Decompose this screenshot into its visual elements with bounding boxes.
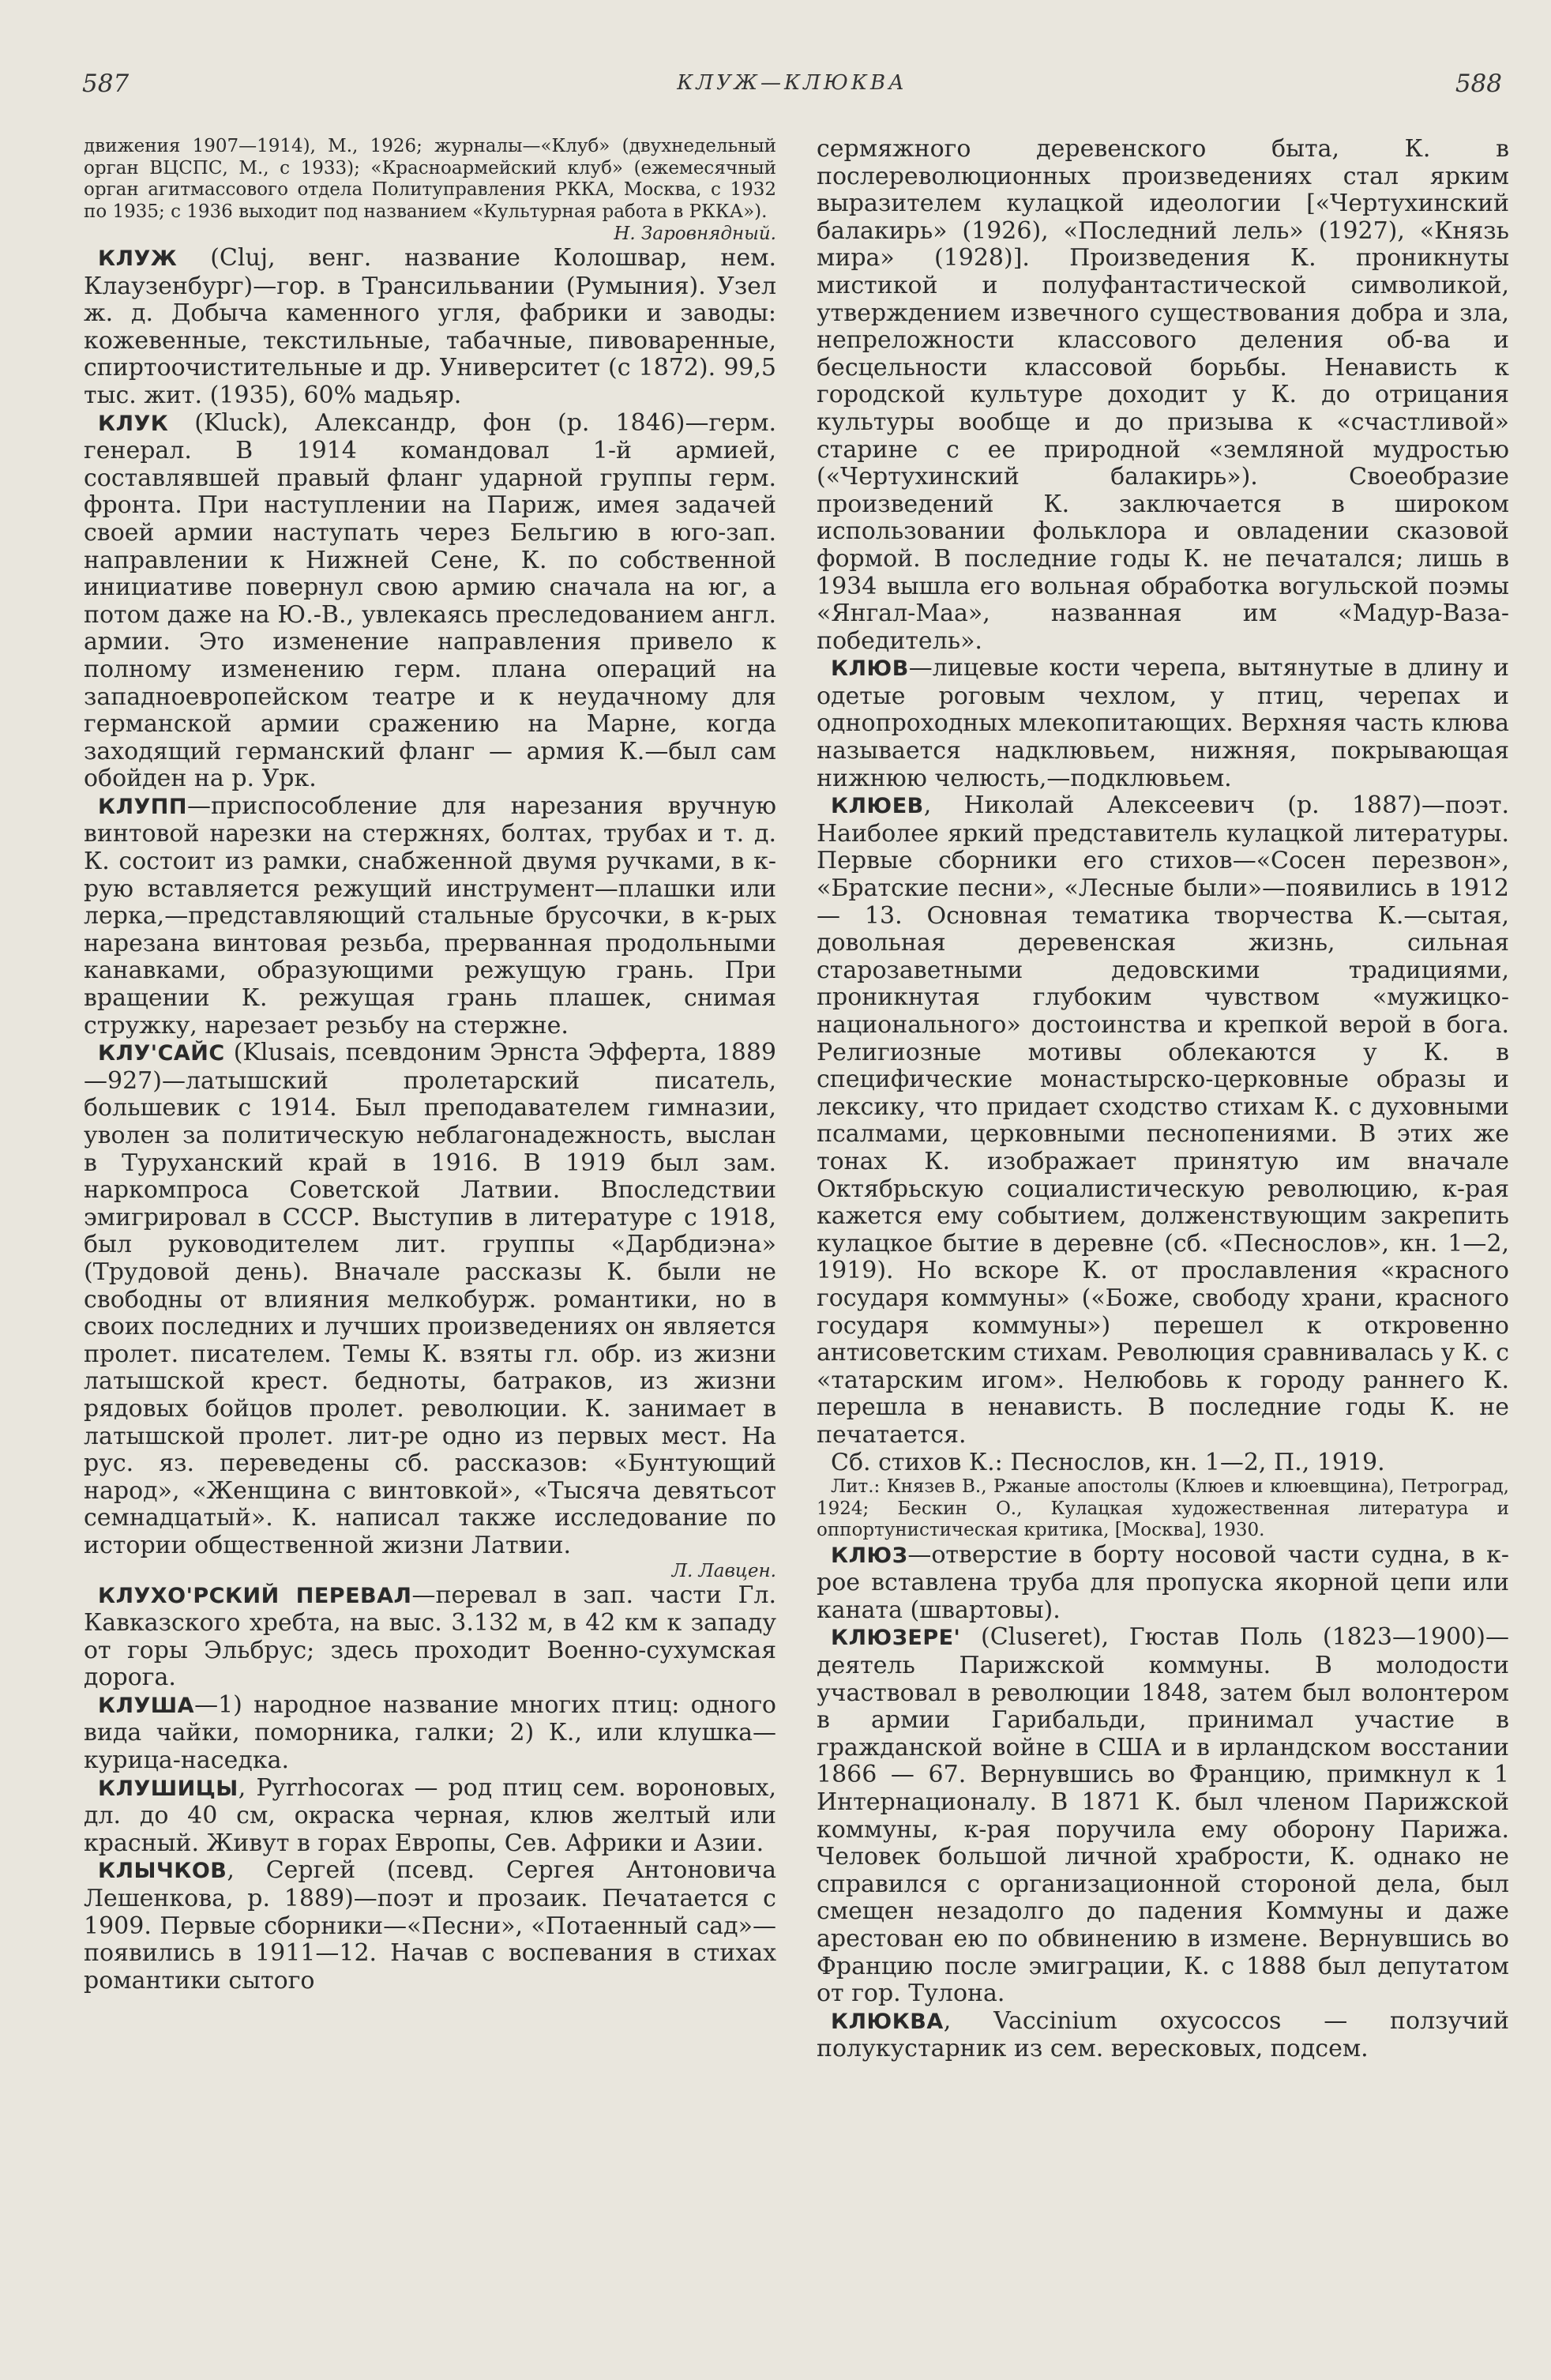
entry-klyuev-sources: Сб. стихов К.: Песнослов, кн. 1—2, П., 1919. [831, 1448, 1385, 1476]
page-header [82, 70, 1502, 109]
entry-klupp [84, 793, 776, 1040]
entry-text: (Cluj, венг. название Колошвар, нем. Клаузенбург)—гор. в Трансильвании (Румыния). Узел ж. д. Добыча каменного угля, фабрики и заводы: кожевенные, текстильные, табачные, пивоваренные, спиртоочистительные и др. Университет (с 1872). 99,5 тыс. жит. (1935), 60% мадьяр. [84, 244, 776, 409]
headword: КЛЫЧКОВ [98, 1859, 227, 1884]
entry-text: , Николай Алексеевич (р. 1887)—поэт. Наиболее яркий представитель кулацкой литературы. Первые сборники его стихов—«Сосен перезвон», «Братские песни», «Лесные были»—появились в 1912 — 13. Основная тематика творчества К.—сытая, довольная деревенская жизнь, сильная старозаветными дедовскими традициями, проникнутая глубоким чувством «мужицко-национального» достоинства и крепкой верой в бога. Религиозные мотивы облекаются у К. в специфические монастырско-церковные образы и лексику, что придает сходство стихам К. с духовными псалмами, церковными песнопениями. В этих же тонах К. изображает принятую им вначале Октябрьскую социалистическую революцию, к-рая кажется ему событием, долженствующим закрепить кулацкое бытие в деревне (сб. «Песнослов», кн. 1—2, 1919). Но вскоре К. от прославления «красного государя коммуны» («Боже, свободу храни, красного государя коммуны») перешел к откровенно антисоветским стихам. Революция сравнивалась у К. с «татарским игом». Нелюбовь к городу раннего К. перешла в ненависть. В последние годы К. не печатается. [817, 791, 1509, 1449]
entry-klychkov [84, 1857, 776, 1995]
headword: КЛУША [98, 1693, 195, 1718]
right-column [817, 136, 1509, 2063]
headword: КЛУ'САЙС [98, 1041, 225, 1066]
entry-kluk [84, 410, 776, 793]
headword: КЛУХО'РСКИЙ ПЕРЕВАЛ [98, 1583, 412, 1608]
headword: КЛЮЗЕРЕ' [831, 1626, 961, 1651]
entry-text: , Сергей (псевд. Сергея Антоновича Лешенкова, р. 1889)—поэт и прозаик. Печатается с 1909. Первые сборники—«Песни», «Потаенный сад»—появились в 1911—12. Начав с воспевания в стихах романтики сытого [84, 1856, 776, 1995]
entry-klyuev [817, 792, 1509, 1449]
entry-klusha [84, 1692, 776, 1775]
headword: КЛУК [98, 411, 169, 436]
entry-klusais [84, 1040, 776, 1559]
left-column [84, 136, 776, 1995]
entry-text: (Klusais, псевдоним Эрнста Эфферта, 1889—927)—латышский пролетарский писатель, большевик с 1914. Был преподавателем гимназии, уволен за политическую неблагонадежность, выслан в Туруханский край в 1916. В 1919 был зам. наркомпроса Советской Латвии. Впоследствии эмигрировал в СССР. Выступив в литературе с 1918, был руководителем лит. группы «Дарбдиэна» (Трудовой день). Вначале рассказы К. были не свободны от влияния мелкобурж. романтики, но в своих последних и лучших произведениях он является пролет. писателем. Темы К. взяты гл. обр. из жизни латышской крест. бедноты, батраков, из жизни рядовых бойцов пролет. революции. К. занимает в латышской пролет. лит-ре одно из первых мест. На рус. яз. переведены сб. рассказов: «Бунтующий народ», «Женщина с винтовкой», «Тысяча девятьсот семнадцатый». К. написал также исследование по истории общественной жизни Латвии. [84, 1039, 776, 1559]
entry-text: —перевал в зап. части Гл. Кавказского хребта, на выс. 3.132 м, в 42 км к западу от горы Эльбрус; здесь проходит Военно-сухумская дорога. [84, 1581, 776, 1692]
entry-klukhorsky [84, 1582, 776, 1692]
entry-klushitsy [84, 1775, 776, 1858]
entry-klyuev-literature: Лит.: Князев В., Ржаные апостолы (Клюев и клюевщина), Петроград, 1924; Бескин О., Кулацкая художественная литература и оппортунистическая критика, [Москва], 1930. [817, 1476, 1509, 1541]
headword: КЛУШИЦЫ [98, 1776, 238, 1801]
entry-text: —1) народное название многих птиц: одного вида чайки, поморника, галки; 2) К., или клушка—курица-наседка. [84, 1690, 776, 1775]
entry-text: —приспособление для нарезания вручную винтовой нарезки на стержнях, болтах, трубах и т. д. К. состоит из рамки, снабженной двумя ручками, в к-рую вставляется режущий инструмент—плашки или лерка,—представляющий стальные брусочки, в к-рых нарезана винтовая резьба, прерванная продольными канавками, образующими режущую грань. При вращении К. режущая грань плашек, снимая стружку, нарезает резьбу на стержне. [84, 791, 776, 1040]
author-signature: Н. Заровнядный. [614, 224, 776, 244]
entry-text: , Pyrrhocorax — род птиц сем. вороновых, дл. до 40 см, окраска черная, клюв желтый или красный. Живут в горах Европы, Сев. Африки и Азии. [84, 1773, 776, 1857]
entry-klyuzere [817, 1624, 1509, 2007]
headword: КЛЮВ [831, 656, 909, 682]
left-page-number: 587 [82, 70, 130, 98]
entry-kluzh [84, 245, 776, 410]
running-head: КЛУЖ—КЛЮКВА [677, 71, 907, 95]
entry-text: , Vaccinium oxycoccos — ползучий полукустарник из сем. вересковых, подсем. [817, 2006, 1509, 2063]
entry-klychkov-continued: сермяжного деревенского быта, К. в послереволюционных произведениях стал ярким выразителем кулацкой идеологии [«Чертухинский балакирь» (1926), «Последний лель» (1927), «Князь мира» (1928)]. Произведения К. проникнуты мистикой и полуфантастической символикой, утверждением извечного существования добра и зла, непреложности классового деления об-ва и бесцельности классовой борьбы. Ненависть к городской культуре доходит у К. до отрицания культуры вообще и до призыва к «счастливой» старине с ее природной «земляной мудростью («Чертухинский балакирь»). Своеобразие произведений К. заключается в широком использовании фольклора и овладении сказовой формой. В последние годы К. не печатался; лишь в 1934 вышла его вольная обработка вогульской поэмы «Янгал-Маа», названная им «Мадур-Ваза-победитель». [817, 135, 1509, 655]
right-page-number: 588 [1455, 70, 1502, 98]
headword: КЛЮЕВ [831, 794, 924, 819]
entry-klyuz [817, 1542, 1509, 1625]
carryover-bibliography: движения 1907—1914), М., 1926; журналы—«Клуб» (двухнедельный орган ВЦСПС, М., с 1933); «Красноармейский клуб» (ежемесячный орган агитмассового отдела Политуправления РККА, Москва, с 1932 по 1935; с 1936 выходит под названием «Культурная работа в РККА»). [84, 136, 776, 222]
entry-klyukva [817, 2008, 1509, 2063]
headword: КЛУПП [98, 794, 188, 819]
entry-text: —отверстие в борту носовой части судна, в к-рое вставлена труба для пропуска якорной цепи или каната (швартовы). [817, 1540, 1509, 1624]
entry-klyuv [817, 655, 1509, 792]
entry-text: (Cluseret), Гюстав Поль (1823—1900)—деятель Парижской коммуны. В молодости участвовал в революции 1848, затем был волонтером в армии Гарибальди, принимал участие в гражданской войне в США и в ирландском восстании 1866 — 67. Вернувшись во Францию, примкнул к 1 Интернационалу. В 1871 К. был членом Парижской коммуны, к-рая поручила ему оборону Парижа. Человек большой личной храбрости, К. однако не справился с организационной стороной дела, был смещен незадолго до падения Коммуны и даже арестован ею по обвинению в измене. Вернувшись во Францию после эмиграции, К. с 1888 был депутатом от гор. Тулона. [817, 1623, 1509, 2008]
headword: КЛЮКВА [831, 2009, 944, 2034]
entry-text: —лицевые кости черепа, вытянутые в длину и одетые роговым чехлом, у птиц, черепах и однопроходных млекопитающих. Верхняя часть клюва называется надклювьем, нижняя, покрывающая нижнюю челюсть,—подклювьем. [817, 654, 1509, 792]
entry-text: (Kluck), Александр, фон (р. 1846)—герм. генерал. В 1914 командовал 1-й армией, составлявшей правый фланг ударной группы герм. фронта. При наступлении на Париж, имея задачей своей армии наступать через Бельгию в юго-зап. направлении к Нижней Сене, К. по собственной инициативе повернул свою армию сначала на юг, а потом даже на Ю.-В., увлекаясь преследованием англ. армии. Это изменение направления привело к полному изменению герм. плана операций на западноевропейском театре и к неудачному для германской армии сражению на Марне, когда заходящий германский фланг — армия К.—был сам обойден на р. Урк. [84, 408, 776, 793]
headword: КЛЮЗ [831, 1543, 908, 1568]
headword: КЛУЖ [98, 246, 178, 271]
author-signature: Л. Лавцен. [671, 1560, 776, 1581]
